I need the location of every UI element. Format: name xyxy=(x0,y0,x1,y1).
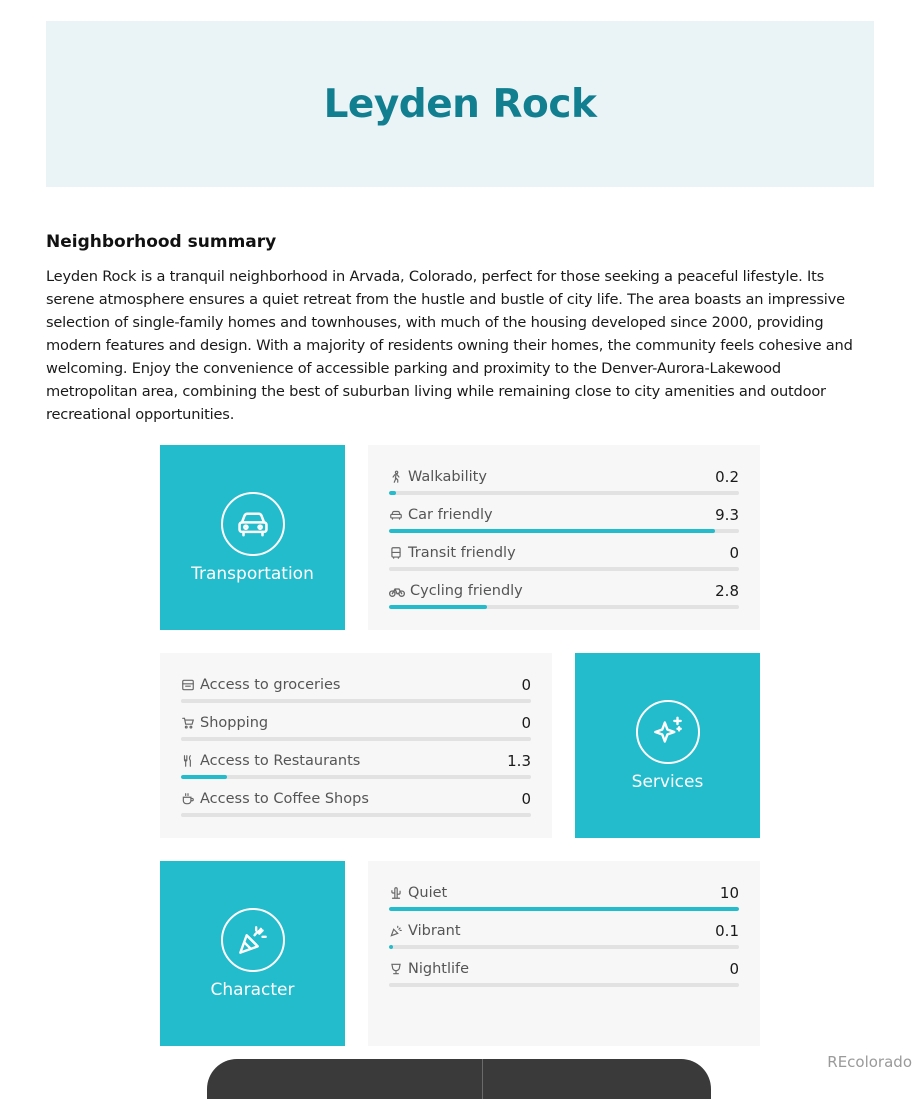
metric-label: Car friendly xyxy=(408,507,493,523)
metric-bar-fill xyxy=(389,605,487,609)
metric-label: Cycling friendly xyxy=(410,583,523,599)
utensils-icon xyxy=(181,754,195,768)
services-tile xyxy=(575,653,760,838)
bottom-action-bar[interactable] xyxy=(207,1059,711,1099)
watermark: REcolorado xyxy=(827,1053,912,1071)
metric-bar-fill xyxy=(181,775,227,779)
bus-icon xyxy=(389,546,403,560)
metric-bar-track xyxy=(389,907,739,911)
metric-value: 10 xyxy=(719,884,739,902)
transportation-metrics-panel xyxy=(368,445,760,630)
metric-label: Access to Restaurants xyxy=(200,753,361,769)
metric-row xyxy=(389,919,739,957)
metric-bar-track xyxy=(389,945,739,949)
metric-label: Quiet xyxy=(408,885,448,901)
metric-value: 9.3 xyxy=(715,506,739,524)
metric-bar-fill xyxy=(389,907,739,911)
metric-row xyxy=(389,541,739,579)
metric-bar-track xyxy=(389,529,739,533)
metric-value: 1.3 xyxy=(507,752,531,770)
metric-label: Shopping xyxy=(200,715,269,731)
walking-icon xyxy=(389,470,403,484)
category-label: Transportation xyxy=(191,563,314,584)
metric-row xyxy=(389,503,739,541)
metric-row xyxy=(181,673,531,711)
metric-bar-track xyxy=(181,813,531,817)
metric-value: 0.1 xyxy=(715,922,739,940)
cactus-icon xyxy=(389,886,403,900)
metric-value: 0 xyxy=(521,676,531,694)
metric-value: 2.8 xyxy=(715,582,739,600)
confetti-icon xyxy=(389,924,403,938)
metric-value: 0.2 xyxy=(715,468,739,486)
metric-value: 0 xyxy=(521,790,531,808)
car-icon xyxy=(389,508,403,522)
summary-heading: Neighborhood summary xyxy=(46,232,277,252)
party-popper-icon xyxy=(221,908,285,972)
metric-label: Vibrant xyxy=(408,923,461,939)
metric-row xyxy=(181,787,531,825)
category-label: Character xyxy=(210,979,295,1000)
transportation-tile xyxy=(160,445,345,630)
store-icon xyxy=(181,678,195,692)
character-metrics-panel xyxy=(368,861,760,1046)
metric-row xyxy=(389,465,739,503)
page-title: Leyden Rock xyxy=(323,81,597,127)
metric-label: Access to Coffee Shops xyxy=(200,791,369,807)
metric-bar-track xyxy=(389,605,739,609)
car-icon xyxy=(221,492,285,556)
sparkle-icon xyxy=(636,700,700,764)
metric-label: Nightlife xyxy=(408,961,470,977)
metric-bar-fill xyxy=(389,529,715,533)
services-metrics-panel xyxy=(160,653,552,838)
cocktail-icon xyxy=(389,962,403,976)
metric-bar-track xyxy=(389,983,739,987)
metric-label: Access to groceries xyxy=(200,677,341,693)
metric-label: Transit friendly xyxy=(408,545,516,561)
coffee-icon xyxy=(181,792,195,806)
metric-value: 0 xyxy=(729,544,739,562)
metric-bar-track xyxy=(181,699,531,703)
metric-value: 0 xyxy=(729,960,739,978)
bicycle-icon xyxy=(389,584,405,598)
metric-bar-track xyxy=(181,737,531,741)
metric-bar-fill xyxy=(389,491,396,495)
cart-icon xyxy=(181,716,195,730)
category-label: Services xyxy=(631,771,704,792)
metric-bar-track xyxy=(389,567,739,571)
metric-bar-track xyxy=(389,491,739,495)
character-tile xyxy=(160,861,345,1046)
metric-value: 0 xyxy=(521,714,531,732)
metric-row xyxy=(181,749,531,787)
metric-row xyxy=(389,881,739,919)
metric-bar-track xyxy=(181,775,531,779)
hero-banner xyxy=(46,21,874,187)
summary-text: Leyden Rock is a tranquil neighborhood in Arvada, Colorado, perfect for those seeking a peaceful lifestyle. Its serene atmosphere ensures a quiet retreat from the hustle and bustle of city life. The area boasts an impressive selection of single-family homes and townhouses, with much of the housing developed since 2000, providing modern features and design. With a majority of residents owning their homes, the community feels cohesive and welcoming. Enjoy the convenience of accessible parking and proximity to the Denver-Aurora-Lakewood metropolitan area, combining the best of suburban living while remaining close to city amenities and outdoor recreational opportunities. xyxy=(46,268,853,423)
bottom-bar-divider xyxy=(482,1059,483,1099)
metric-label: Walkability xyxy=(408,469,487,485)
metric-row xyxy=(181,711,531,749)
metric-row xyxy=(389,957,739,995)
metric-row xyxy=(389,579,739,617)
metric-bar-fill xyxy=(389,945,393,949)
